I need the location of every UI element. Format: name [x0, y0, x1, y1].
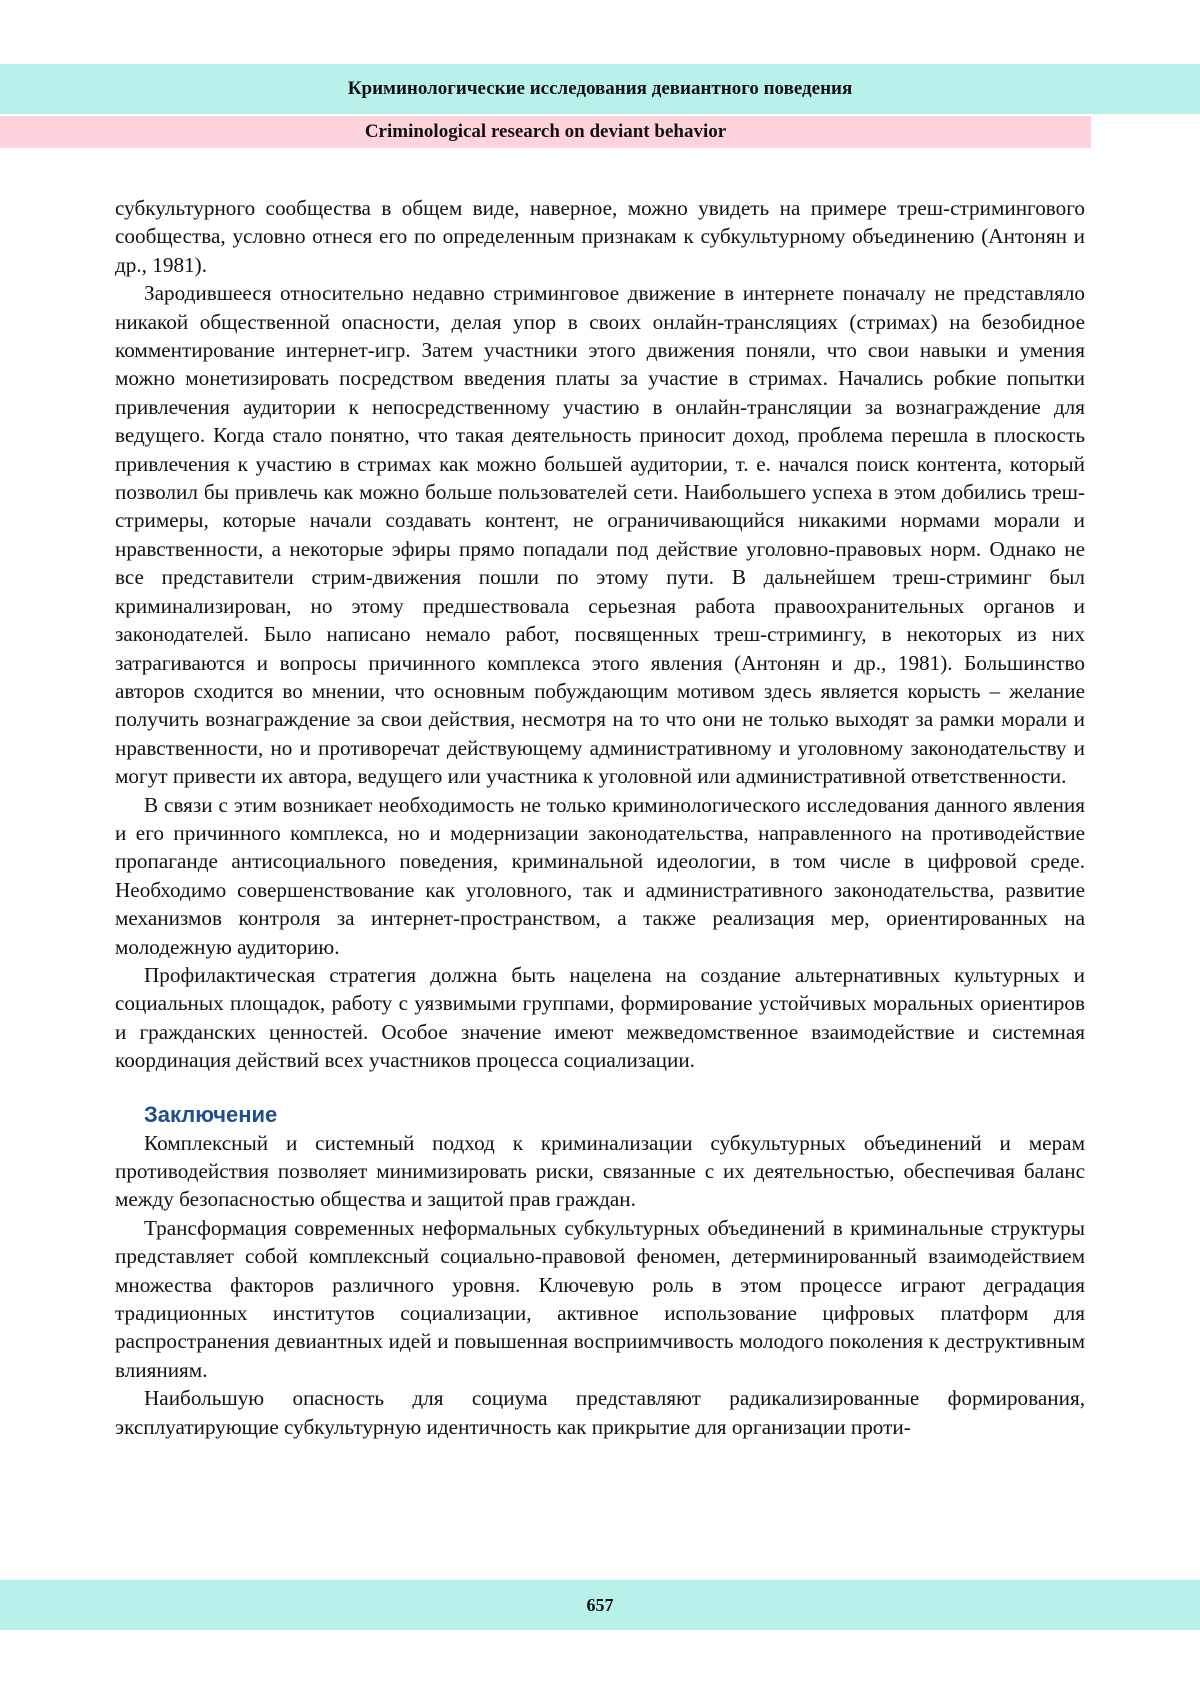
- body-paragraph-2: Зародившееся относительно недавно стриминговое движение в интернете поначалу не представляло никакой общественной опасности, делая упор в своих онлайн-трансляциях (стримах) на безобидное комментирование интернет-игр. Затем участники этого движения поняли, что свои навыки и умения можно монетизировать посредством введения платы за участие в стримах. Начались робкие попытки привлечения аудитории к непосредственному участию в онлайн-трансляции за вознаграждение для ведущего. Когда стало понятно, что такая деятельность приносит доход, проблема перешла в плоскость привлечения к участию в стримах как можно большей аудитории, т. е. начался поиск контента, который позволил бы привлечь как можно больше пользователей сети. Наибольшего успеха в этом добились треш-стримеры, которые начали создавать контент, не ограничивающийся никакими нормами морали и нравственности, а некоторые эфиры прямо попадали под действие уголовно-правовых норм. Однако не все представители стрим-движения пошли по этому пути. В дальнейшем треш-стриминг был криминализирован, но этому предшествовала серьезная работа правоохранительных органов и законодателей. Было написано немало работ, посвященных треш-стримингу, в некоторых из них затрагиваются и вопросы причинного комплекса этого явления (Антонян и др., 1981). Большинство авторов сходится во мнении, что основным побуждающим мотивом здесь является корысть – желание получить вознаграждение за свои действия, несмотря на то что они не только выходят за рамки морали и нравственности, но и противоречат действующему административному и уголовному законодательству и могут привести их автора, ведущего или участника к уголовной или административной ответственности.: [115, 281, 1085, 789]
- page-footer: [0, 1580, 1200, 1630]
- conclusion-paragraph-1: Комплексный и системный подход к криминализации субкультурных объединений и мерам противодействия позволяет минимизировать риски, связанные с их деятельностью, обеспечивая баланс между безопасностью общества и защитой прав граждан.: [115, 1130, 1085, 1212]
- page-number: 657: [586, 1594, 614, 1615]
- body-paragraph-4: Профилактическая стратегия должна быть нацелена на создание альтернативных культурных и социальных площадок, работу с уязвимыми группами, формирование устойчивых моральных ориентиров и гражданских ценностей. Особое значение имеют межведомственное взаимодействие и системная координация действий всех участников процесса социализации.: [115, 962, 1085, 1073]
- journal-section-title-ru: [0, 64, 1200, 114]
- conclusion-paragraph-3: Наибольшую опасность для социума представляют радикализированные формирования, эксплуатирующие субкультурную идентичность как прикрытие для организации проти-: [115, 1386, 1085, 1439]
- conclusion-paragraph-2: Трансформация современных неформальных субкультурных объединений в криминальные структуры представляет собой комплексный социально-правовой феномен, детерминированный взаимодействием множества факторов различного уровня. Ключевую роль в этом процессе играют деградация традиционных институтов социализации, активное использование цифровых платформ для распространения девиантных идей и повышенная восприимчивость молодого поколения к деструктивным влияниям.: [115, 1215, 1085, 1382]
- journal-section-title-en: [0, 116, 1091, 148]
- body-paragraph-1: субкультурного сообщества в общем виде, наверное, можно увидеть на примере треш-стримингового сообщества, условно отнеся его по определенным признакам к субкультурному объединению (Антонян и др., 1981).: [115, 196, 1085, 277]
- header-title-en-text: Criminological research on deviant behavior: [364, 121, 727, 142]
- article-body: [115, 194, 1085, 1441]
- body-paragraph-3: В связи с этим возникает необходимость не только криминологического исследования данного явления и его причинного комплекса, но и модернизации законодательства, направленного на противодействие пропаганде антисоциального поведения, криминальной идеологии, в том числе в цифровой среде. Необходимо совершенствование как уголовного, так и административного законодательства, развитие механизмов контроля за интернет-пространством, а также реализация мер, ориентированных на молодежную аудиторию.: [115, 792, 1085, 959]
- conclusion-heading: Заключение: [144, 1101, 278, 1127]
- header-title-ru-text: Криминологические исследования девиантного поведения: [347, 78, 853, 99]
